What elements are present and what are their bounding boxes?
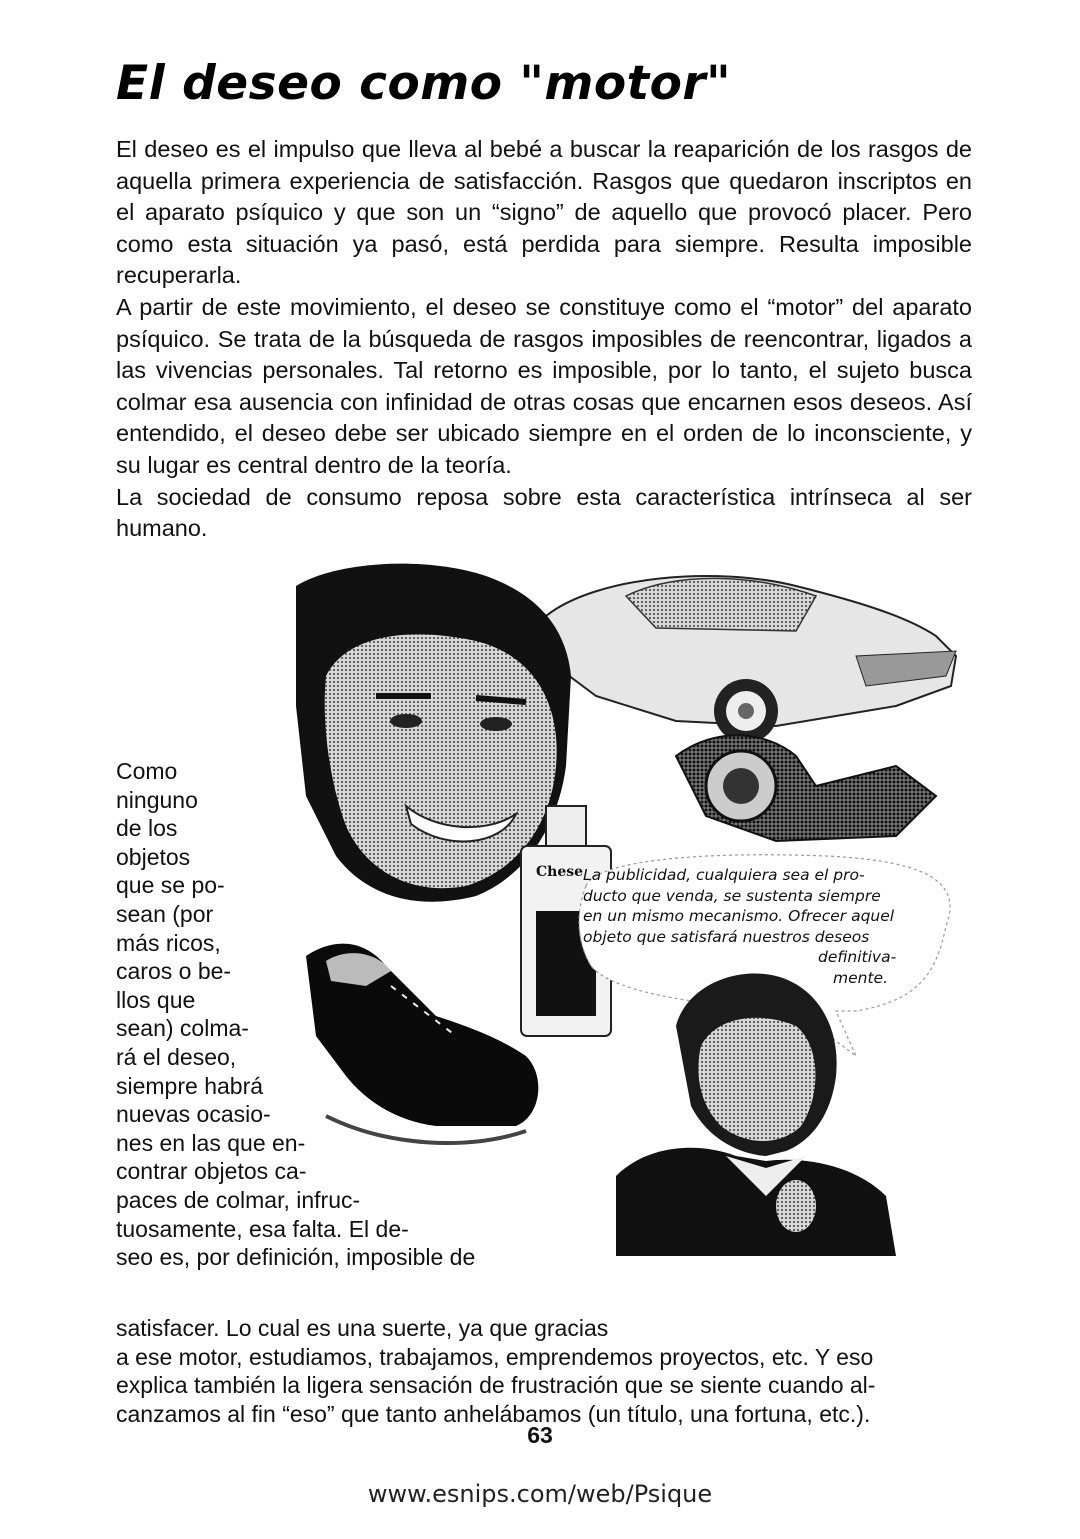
side-line: sean) colma- — [116, 1015, 249, 1042]
side-line: que se po- — [116, 872, 225, 899]
page-number: 63 — [527, 1422, 553, 1448]
intro-paragraph: La sociedad de consumo reposa sobre esta característica intrínseca al ser humano. — [116, 483, 972, 542]
side-line: nes en las que en- — [116, 1129, 306, 1156]
side-line: siempre habrá — [116, 1072, 264, 1099]
intro-text — [116, 134, 972, 545]
smiling-woman-image — [616, 973, 896, 1256]
speech-bubble-text — [583, 865, 943, 988]
bottle-label: Chese — [536, 864, 584, 880]
side-line: más ricos, — [116, 929, 221, 956]
side-line: seo es, por definición, imposible de — [116, 1244, 476, 1271]
side-line: nuevas ocasio- — [116, 1101, 271, 1128]
side-line: objetos — [116, 843, 191, 870]
side-line: Como — [116, 758, 178, 784]
bottom-line: a ese motor, estudiamos, trabajamos, emprendemos proyectos, etc. Y eso — [116, 1343, 874, 1370]
intro-paragraph: A partir de este movimiento, el deseo se constituye como el “motor” del aparato psíquico. Se trata de la búsqueda de rasgos imposibles de reencontrar, ligados a las vivencias personales. Tal retorno es imposible, por lo tanto, el sujeto busca colmar esa ausencia con infinidad de otras cosas que encarnen esos deseos. Así entendido, el deseo debe ser ubicado siempre en el orden de lo inconsciente, y su lugar es central dentro de la teoría. — [116, 293, 972, 478]
car-image — [546, 576, 956, 743]
footer-url: www.esnips.com/web/Psique — [367, 1480, 713, 1508]
side-line: ninguno — [116, 786, 198, 813]
side-column-text — [116, 757, 476, 1272]
side-line: rá el deseo, — [116, 1043, 237, 1070]
side-line: llos que — [116, 986, 196, 1013]
side-line: caros o be- — [116, 958, 232, 985]
bubble-line: objeto que satisfará nuestros deseos — [583, 927, 870, 946]
page-title: El deseo como "motor" — [116, 56, 732, 111]
intro-paragraph: El deseo es el impulso que lleva al bebé a buscar la reaparición de los rasgos de aquella primera experiencia de satisfacción. Rasgos que quedaron inscriptos en el aparato psíquico y que son un “signo” de aquello que provocó placer. Pero como esta situación ya pasó, está perdida para siempre. Resulta imposible recuperarla. — [116, 136, 972, 289]
side-line: contrar objetos ca- — [116, 1158, 307, 1185]
bubble-line: La publicidad, cualquiera sea el pro- — [583, 866, 865, 884]
side-line: de los — [116, 815, 178, 842]
bottom-line: explica también la ligera sensación de frustración que se siente cuando al- — [116, 1372, 876, 1399]
camera-image — [676, 735, 936, 841]
side-line: paces de colmar, infruc- — [116, 1186, 361, 1213]
side-line: tuosamente, esa falta. El de- — [116, 1215, 409, 1242]
bubble-line: mente. — [833, 968, 888, 987]
side-line: sean (por — [116, 900, 214, 927]
bottom-line: satisfacer. Lo cual es una suerte, ya que gracias — [116, 1315, 609, 1341]
bubble-line: ducto que venda, se sustenta siempre — [583, 886, 881, 905]
bottom-line: canzamos al fin “eso” que tanto anhelábamos (un título, una fortuna, etc.). — [116, 1400, 871, 1427]
bubble-line: definitiva- — [818, 948, 897, 966]
bottom-text — [116, 1314, 976, 1428]
bubble-line: en un mismo mecanismo. Ofrecer aquel — [583, 907, 895, 925]
